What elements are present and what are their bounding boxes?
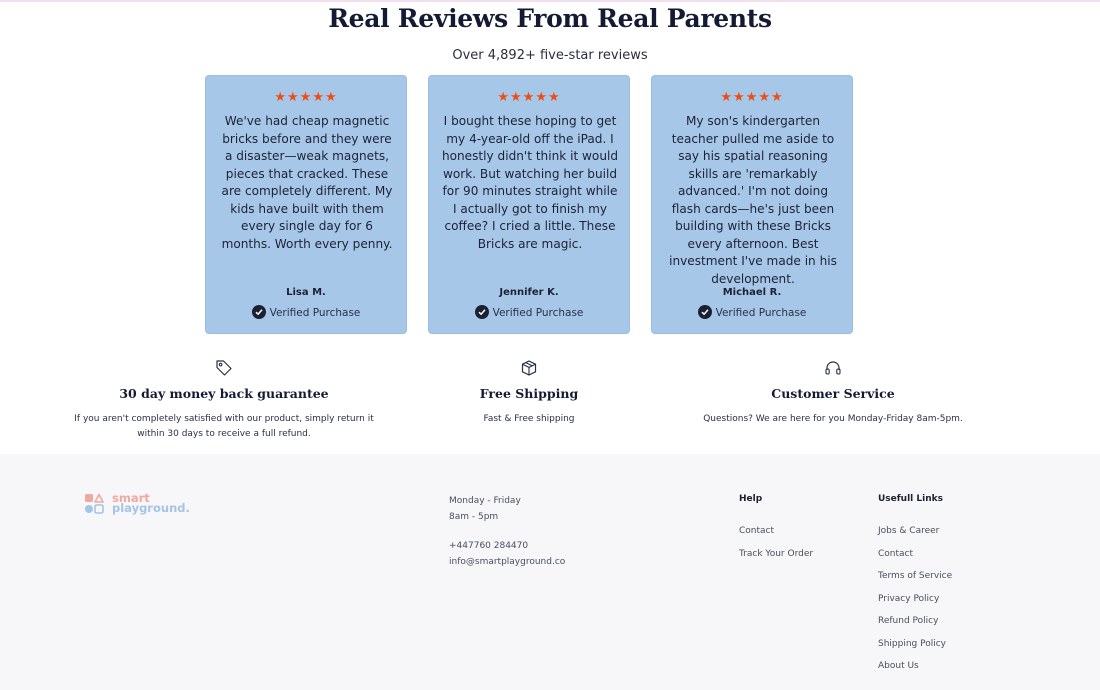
- feature-title: Customer Service: [771, 386, 895, 401]
- logo-word-playground: playground.: [112, 501, 190, 515]
- feature-title: 30 day money back guarantee: [119, 386, 329, 401]
- review-text: We've had cheap magnetic bricks before and they were a disaster—weak magnets, pieces that cracked. These are completely different. My kids have built with them every single day for 6 months. Worth every penny.: [221, 114, 393, 251]
- box-icon: [519, 358, 539, 378]
- footer-link-track-order[interactable]: Track Your Order: [739, 548, 814, 559]
- verified-label: Verified Purchase: [492, 307, 584, 319]
- footer-link-refund[interactable]: Refund Policy: [878, 616, 939, 626]
- feature-guarantee: [74, 358, 374, 442]
- useful-links-heading: Usefull Links: [878, 494, 943, 504]
- business-days: Monday - Friday: [449, 496, 521, 506]
- reviewer-name: Jennifer K.: [499, 287, 559, 298]
- feature-description: Fast & Free shipping: [483, 414, 575, 424]
- footer-link-jobs[interactable]: Jobs & Career: [878, 526, 940, 536]
- feature-description-line: If you aren't completely satisfied with our product, simply return it: [74, 414, 374, 424]
- check-circle-icon: [475, 305, 489, 319]
- verified-label: Verified Purchase: [269, 307, 361, 319]
- footer-link-contact[interactable]: Contact: [878, 548, 914, 559]
- star-rating: ★★★★★: [720, 89, 784, 104]
- star-rating: ★★★★★: [497, 89, 561, 104]
- review-text: My son's kindergarten teacher pulled me aside to say his spatial reasoning skills are 'remarkably advanced.' I'm not doing flash cards—he's just been building with these Bricks every afternoon. Best investment I've made in his development.: [669, 114, 837, 286]
- review-card: [651, 75, 853, 334]
- logo-word-smart: smart: [112, 491, 150, 505]
- feature-title: Free Shipping: [479, 386, 579, 401]
- top-divider: [0, 0, 1100, 2]
- tag-icon: [214, 358, 234, 378]
- email-address[interactable]: info@smartplayground.co: [449, 556, 566, 567]
- verified-purchase-badge: [206, 305, 406, 319]
- feature-description: Questions? We are here for you Monday-Friday 8am-5pm.: [703, 414, 963, 424]
- review-count-subtitle: Over 4,892+ five-star reviews: [452, 48, 648, 63]
- footer-link-shipping[interactable]: Shipping Policy: [878, 638, 947, 649]
- footer-link-contact[interactable]: Contact: [739, 526, 775, 536]
- review-card: [428, 75, 630, 334]
- reviewer-name: Michael R.: [722, 287, 782, 298]
- verified-purchase-badge: [429, 305, 629, 319]
- footer-link-about[interactable]: About Us: [878, 661, 919, 671]
- feature-shipping: [429, 358, 629, 427]
- feature-customer-service: [683, 358, 983, 427]
- footer-link-terms[interactable]: Terms of Service: [878, 571, 953, 581]
- feature-description: [74, 412, 374, 442]
- headset-icon: [823, 358, 843, 378]
- star-rating: ★★★★★: [274, 89, 338, 104]
- verified-label: Verified Purchase: [715, 307, 807, 319]
- review-card: [205, 75, 407, 334]
- footer-link-privacy[interactable]: Privacy Policy: [878, 593, 940, 604]
- reviewer-name: Lisa M.: [286, 287, 326, 298]
- site-footer: [0, 454, 1100, 690]
- help-heading: Help: [739, 494, 763, 504]
- contact-info: [449, 494, 565, 570]
- logo-shapes-icon: [84, 492, 110, 514]
- verified-purchase-badge: [652, 305, 852, 319]
- help-links: [739, 494, 813, 565]
- useful-links: [878, 494, 952, 678]
- section-title: Real Reviews From Real Parents: [328, 4, 772, 33]
- phone-number[interactable]: +447760 284470: [449, 541, 529, 551]
- business-hours: 8am - 5pm: [449, 511, 499, 522]
- review-text: I bought these hoping to get my 4-year-old off the iPad. I honestly didn't think it would work. But watching her build for 90 minutes straight while I actually got to finish my coffee? I cried a little. These Bricks are magic.: [441, 114, 619, 251]
- feature-description-line: within 30 days to receive a full refund.: [137, 429, 311, 439]
- check-circle-icon: [252, 305, 266, 319]
- check-circle-icon: [698, 305, 712, 319]
